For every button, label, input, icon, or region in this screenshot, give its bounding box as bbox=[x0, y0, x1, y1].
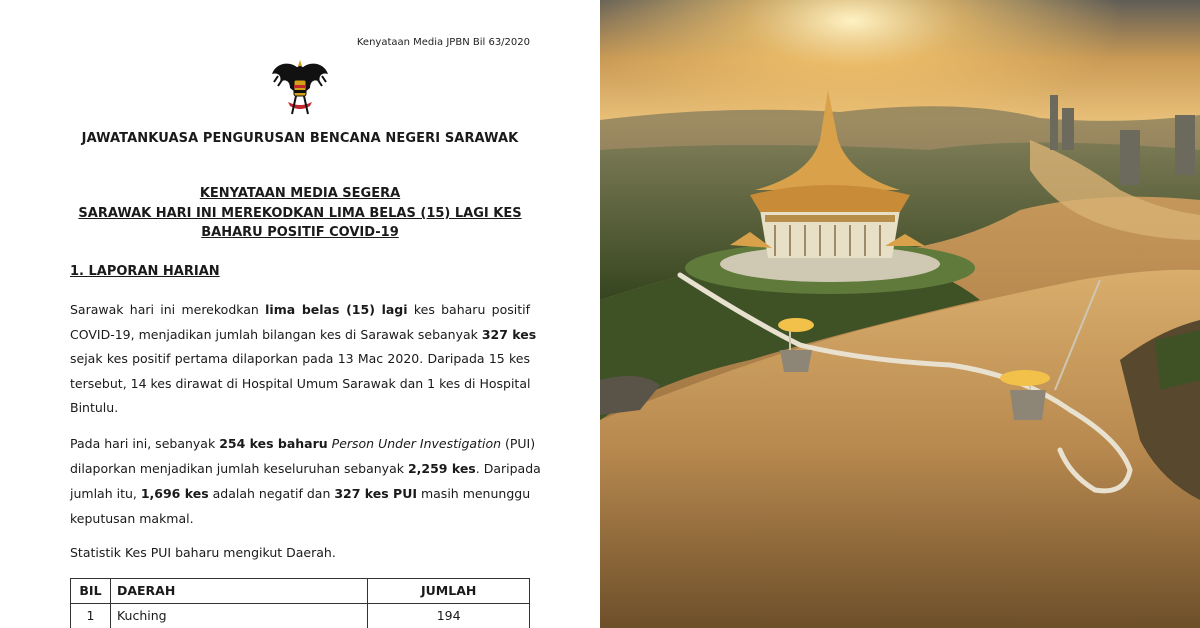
organization-title: JAWATANKUASA PENGURUSAN BENCANA NEGERI SARAWAK bbox=[81, 131, 519, 146]
headline-line-2: SARAWAK HARI INI MEREKODKAN LIMA BELAS (15) LAGI KES bbox=[78, 206, 522, 221]
pui-district-table bbox=[70, 578, 530, 628]
aerial-river-photo bbox=[600, 0, 1200, 628]
headline-line-3: BAHARU POSITIF COVID-19 bbox=[201, 225, 399, 240]
table-row bbox=[71, 604, 530, 628]
table-cell-bil: 1 bbox=[71, 604, 111, 628]
table-header-daerah: DAERAH bbox=[110, 579, 367, 604]
paragraph-2-line-3: jumlah itu, 1,696 kes adalah negatif dan 327 kes PUI masih menunggu bbox=[70, 486, 531, 501]
headline-line-1: KENYATAAN MEDIA SEGERA bbox=[199, 186, 401, 201]
table-header-jumlah: JUMLAH bbox=[368, 579, 530, 604]
paragraph-1-line-5: Bintulu. bbox=[70, 400, 119, 415]
reference-number: Kenyataan Media JPBN Bil 63/2020 bbox=[356, 37, 530, 48]
table-cell-daerah: Kuching bbox=[110, 604, 367, 628]
paragraph-1-line-3: sejak kes positif pertama dilaporkan pada 13 Mac 2020. Daripada 15 kes bbox=[70, 351, 530, 366]
paragraph-2-line-4: keputusan makmal. bbox=[70, 511, 194, 526]
section-title: 1. LAPORAN HARIAN bbox=[70, 264, 220, 279]
paragraph-2-line-1: Pada hari ini, sebanyak 254 kes baharu Person Under Investigation (PUI) bbox=[70, 436, 536, 451]
paragraph-1-line-1: Sarawak hari ini merekodkan lima belas (15) lagi kes baharu positif bbox=[70, 302, 530, 317]
paragraph-1-line-2: COVID-19, menjadikan jumlah bilangan kes di Sarawak sebanyak 327 kes bbox=[70, 327, 537, 342]
table-cell-jumlah: 194 bbox=[368, 604, 530, 628]
paragraph-2-line-2: dilaporkan menjadikan jumlah keseluruhan sebanyak 2,259 kes. Daripada bbox=[70, 461, 541, 476]
photo-illustration bbox=[600, 0, 1200, 628]
sarawak-crest-icon bbox=[268, 56, 332, 120]
table-header-bil: BIL bbox=[71, 579, 111, 604]
table-header-row bbox=[71, 579, 530, 604]
statistic-intro: Statistik Kes PUI baharu mengikut Daerah. bbox=[70, 545, 336, 560]
paragraph-1-line-4: tersebut, 14 kes dirawat di Hospital Umum Sarawak dan 1 kes di Hospital bbox=[70, 376, 531, 391]
